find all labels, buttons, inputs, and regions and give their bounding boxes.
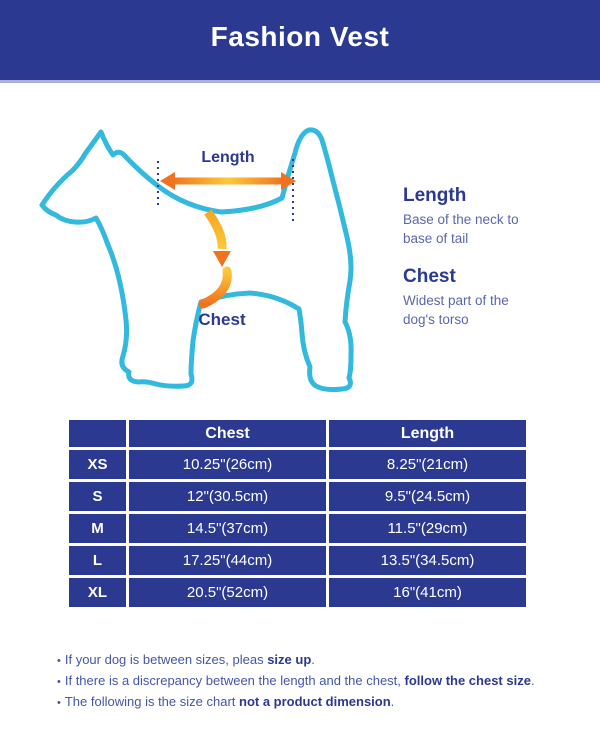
- definition-length-term: Length: [403, 185, 467, 206]
- chest-cell: 17.25"(44cm): [128, 545, 328, 577]
- corner-cell: [68, 419, 128, 449]
- size-cell: XL: [68, 577, 128, 609]
- note-text: If your dog is between sizes, pleas size up.: [64, 652, 315, 667]
- table-row-s: [68, 481, 528, 513]
- column-header-chest: Chest: [128, 419, 328, 449]
- chest-band-icon: [203, 271, 227, 304]
- chest-arrow-icon: [208, 212, 231, 267]
- table-row-xs: [68, 449, 528, 481]
- definition-chest-term: Chest: [403, 265, 456, 287]
- definition-length: [403, 185, 553, 249]
- table-row-l: [68, 545, 528, 577]
- size-cell: S: [68, 481, 128, 513]
- page-title: Fashion Vest: [210, 21, 390, 52]
- bullet-icon: •: [57, 655, 61, 667]
- size-cell: M: [68, 513, 128, 545]
- note-item: [57, 650, 557, 671]
- length-cell: 16"(41cm): [328, 577, 528, 609]
- bullet-icon: •: [57, 697, 61, 709]
- note-item: [57, 692, 557, 713]
- column-header-length: Length: [328, 419, 528, 449]
- definition-chest: [403, 266, 553, 330]
- length-cell: 13.5"(34.5cm): [328, 545, 528, 577]
- size-table: [66, 417, 529, 610]
- table-header-row: [68, 419, 528, 449]
- title-bar: [0, 0, 600, 83]
- chest-cell: 12"(30.5cm): [128, 481, 328, 513]
- chest-cell: 14.5"(37cm): [128, 513, 328, 545]
- table-row-xl: [68, 577, 528, 609]
- definition-length-desc: Base of the neck to base of tail: [403, 212, 519, 246]
- chest-cell: 20.5"(52cm): [128, 577, 328, 609]
- bullet-icon: •: [57, 676, 61, 688]
- table-row-m: [68, 513, 528, 545]
- chest-label-on-diagram: Chest: [198, 310, 246, 329]
- note-text: The following is the size chart not a product dimension.: [64, 694, 395, 709]
- note-item: [57, 671, 557, 692]
- definition-chest-desc: Widest part of the dog's torso: [403, 292, 509, 327]
- definitions-panel: [403, 185, 553, 347]
- note-text: If there is a discrepancy between the length and the chest, follow the chest size.: [64, 673, 535, 688]
- length-arrow-icon: [160, 172, 296, 190]
- length-cell: 11.5"(29cm): [328, 513, 528, 545]
- length-cell: 8.25"(21cm): [328, 449, 528, 481]
- length-label-on-diagram: Length: [201, 149, 255, 166]
- size-cell: L: [68, 545, 128, 577]
- notes-list: [57, 650, 557, 713]
- chest-cell: 10.25"(26cm): [128, 449, 328, 481]
- dog-outline: [42, 130, 351, 390]
- size-cell: XS: [68, 449, 128, 481]
- length-cell: 9.5"(24.5cm): [328, 481, 528, 513]
